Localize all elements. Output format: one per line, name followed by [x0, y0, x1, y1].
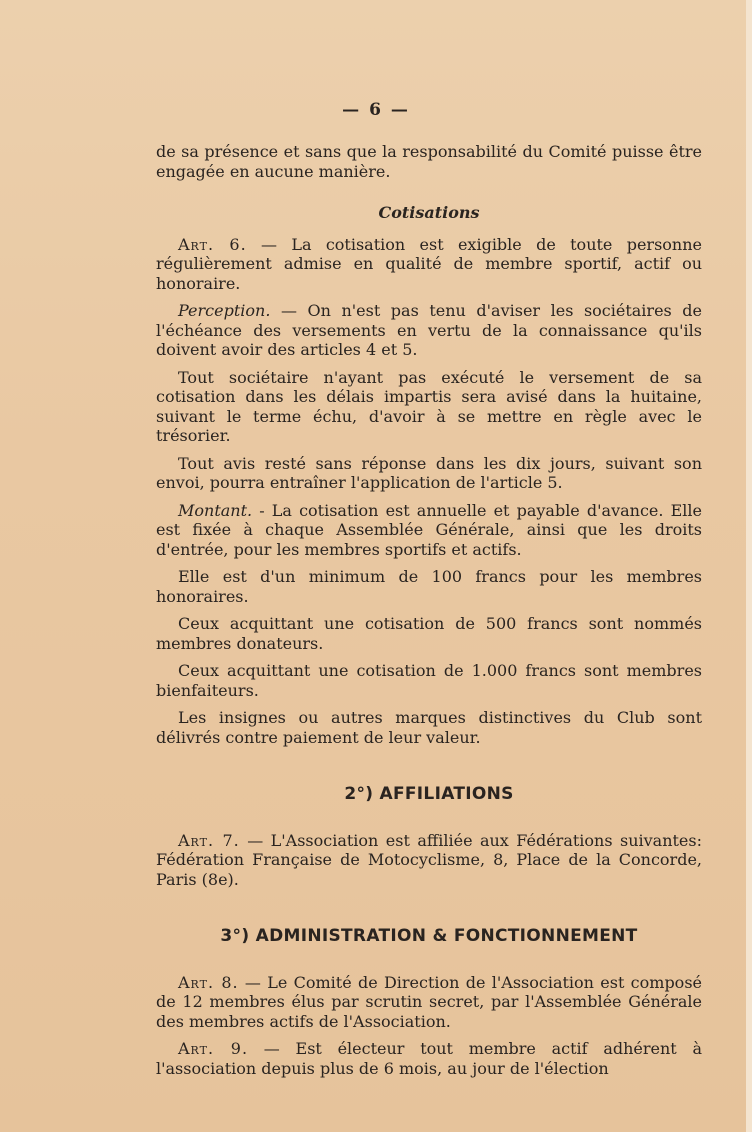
tout-avis-paragraph: Tout avis resté sans réponse dans les dix jours, suivant son envoi, pourra entraîner l'application de l'article 5.: [156, 453, 702, 492]
page-number: — 6 —: [342, 100, 410, 120]
article-9-label: Art. 9.: [178, 1039, 249, 1058]
perception-paragraph: [156, 301, 702, 360]
perception-label: Perception.: [178, 301, 271, 320]
insignes-paragraph: Les insignes ou autres marques distinctives du Club sont délivrés contre paiement de leur valeur.: [156, 708, 702, 747]
minimum-paragraph: Elle est d'un minimum de 100 francs pour les membres honoraires.: [156, 567, 702, 606]
heading-cotisations: Cotisations: [378, 203, 480, 222]
montant-paragraph: [156, 501, 702, 560]
article-8: [156, 973, 702, 1032]
article-7-text: — L'Association est affiliée aux Fédérations suivantes: Fédération Française de Motocyclisme, 8, Place de la Concorde, Paris (8e).: [156, 830, 702, 889]
article-8-text: — Le Comité de Direction de l'Association est composé de 12 membres élus par scrutin secret, par l'Assemblée Générale des membres actifs de l'Association.: [156, 972, 702, 1031]
heading-administration: 3°) ADMINISTRATION & FONCTIONNEMENT: [220, 926, 638, 946]
montant-label: Montant.: [178, 500, 253, 520]
article-6: [156, 235, 702, 294]
continuation-paragraph: de sa présence et sans que la responsabilité du Comité puisse être engagée en aucune manière.: [156, 142, 702, 181]
perception-text: — On n'est pas tenu d'aviser les sociétaires de l'échéance des versements en vertu de la connaissance qu'ils doivent avoir des articles 4 et 5.: [156, 301, 702, 359]
document-body: [156, 142, 702, 1078]
heading-affiliations: 2°) AFFILIATIONS: [344, 784, 514, 804]
donateurs-paragraph: Ceux acquittant une cotisation de 500 francs sont nommés membres donateurs.: [156, 614, 702, 653]
article-8-label: Art. 8.: [178, 972, 239, 992]
article-9-text: — Est électeur tout membre actif adhérent à l'association depuis plus de 6 mois, au jour de l'élection: [156, 1039, 703, 1078]
tout-societaire-paragraph: Tout sociétaire n'ayant pas exécuté le versement de sa cotisation dans les délais impartis sera avisé dans la huitaine, suivant le terme échu, d'avoir à se mettre en règle avec le trésorier.: [156, 367, 702, 445]
article-9: [156, 1039, 702, 1078]
bienfaiteurs-paragraph: Ceux acquittant une cotisation de 1.000 francs sont membres bienfaiteurs.: [156, 661, 702, 700]
article-7: [156, 831, 702, 890]
montant-text: - La cotisation est annuelle et payable d'avance. Elle est fixée à chaque Assemblée Générale, ainsi que les droits d'entrée, pour les membres sportifs et actifs.: [156, 500, 702, 559]
article-6-text: — La cotisation est exigible de toute personne régulièrement admise en qualité de membre sportif, actif ou honoraire.: [156, 234, 703, 293]
article-7-label: Art. 7.: [178, 830, 240, 850]
article-6-label: Art. 6.: [178, 234, 247, 254]
